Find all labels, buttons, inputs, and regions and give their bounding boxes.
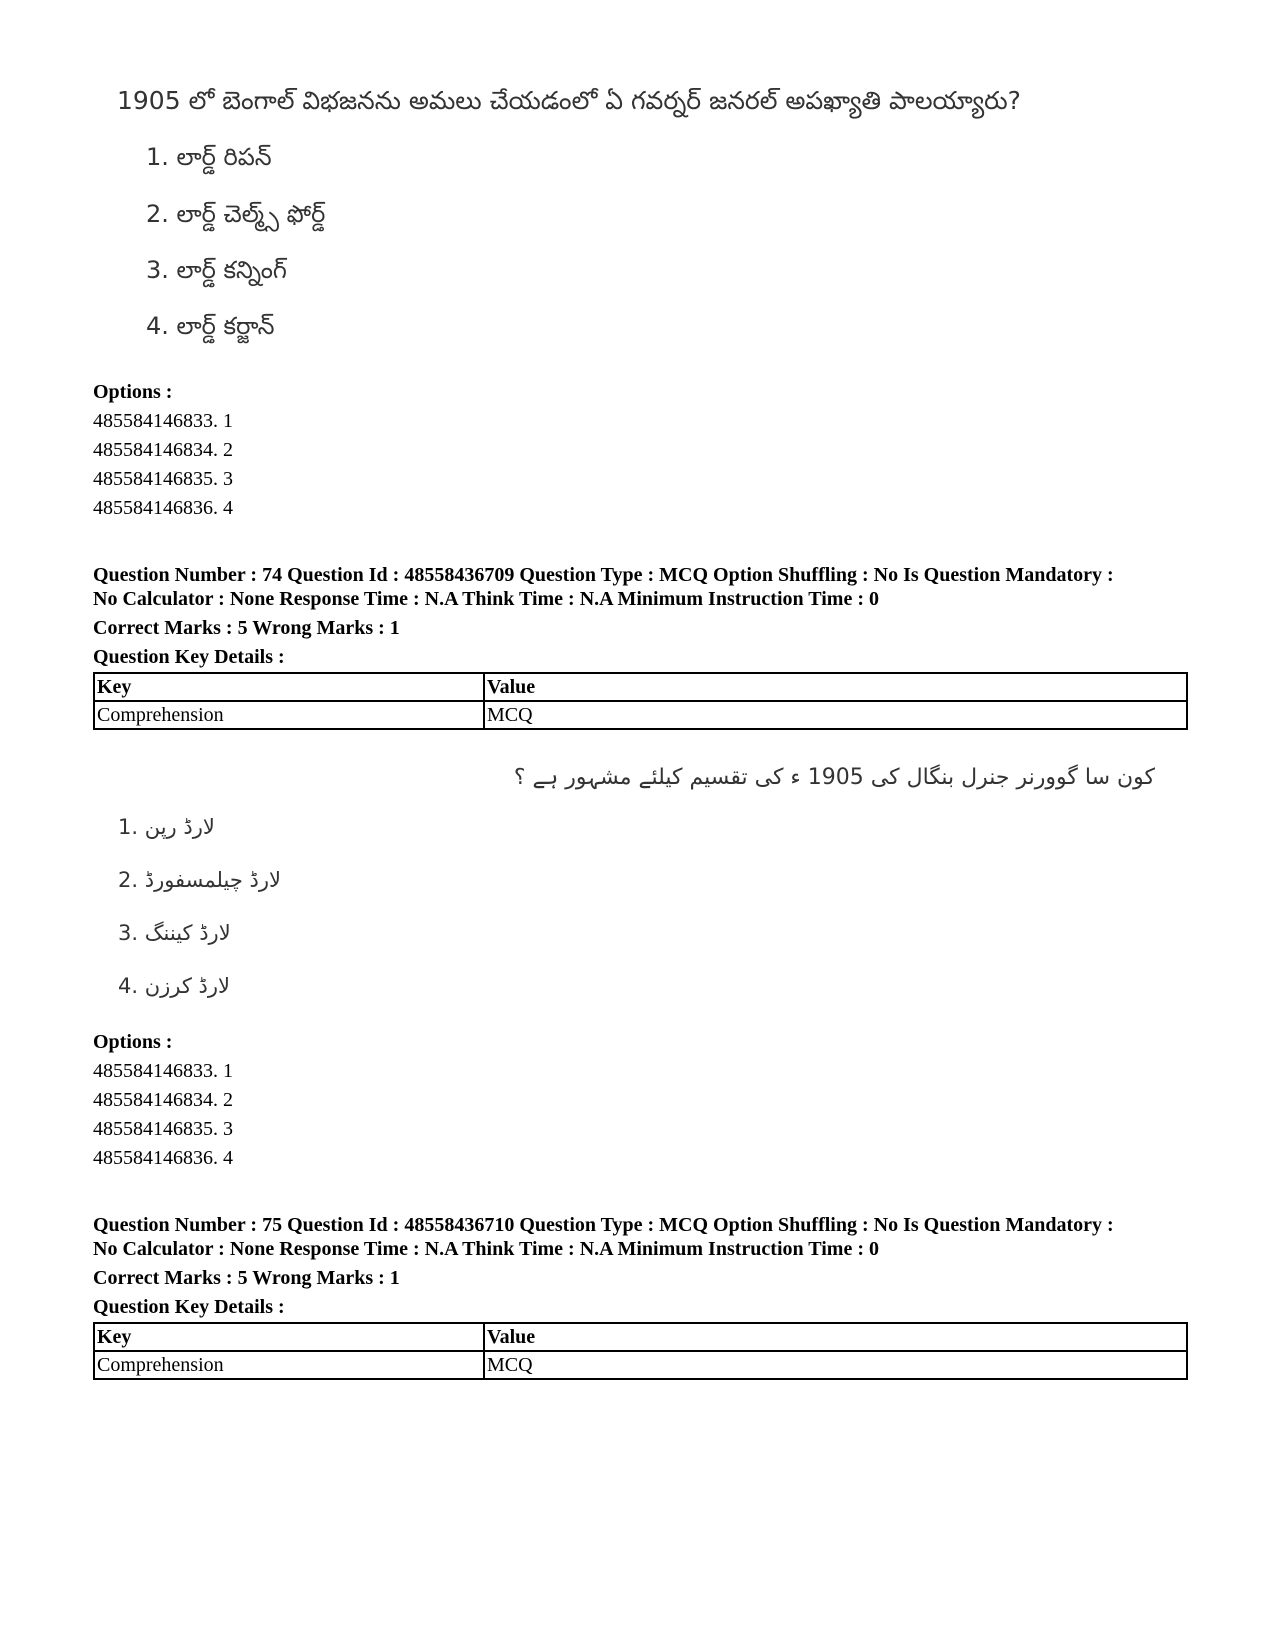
option-item: 485584146835. 3 (93, 1118, 233, 1140)
table-header-row (94, 1323, 1187, 1351)
options-list (93, 407, 233, 523)
urdu-option-4: 4. لارڈ کرزن (118, 974, 231, 998)
telugu-question-text: 1905 లో బెంగాల్ విభజనను అమలు చేయడంలో ఏ గవర్నర్ జనరల్ అపఖ్యాతి పాలయ్యారు? (117, 86, 1021, 115)
table-header-value: Value (484, 1323, 1187, 1351)
question-meta (93, 1213, 1193, 1261)
question-key-details-label: Question Key Details : (93, 646, 285, 668)
question-meta-line: No Calculator : None Response Time : N.A Think Time : N.A Minimum Instruction Time : 0 (93, 1238, 879, 1260)
options-label: Options : (93, 381, 173, 403)
table-row (94, 1351, 1187, 1379)
table-cell-value: MCQ (484, 1351, 1187, 1379)
option-item: 485584146833. 1 (93, 1060, 233, 1082)
table-header-row (94, 673, 1187, 701)
urdu-option-2: 2. لارڈ چیلمسفورڈ (118, 868, 281, 892)
marks-line: Correct Marks : 5 Wrong Marks : 1 (93, 617, 400, 639)
question-meta-line: Question Number : 75 Question Id : 48558436710 Question Type : MCQ Option Shuffling : No Is Question Mandatory : (93, 1214, 1114, 1236)
options-list (93, 1057, 233, 1173)
option-item: 485584146833. 1 (93, 410, 233, 432)
option-item: 485584146835. 3 (93, 468, 233, 490)
table-header-value: Value (484, 673, 1187, 701)
urdu-option-3: 3. لارڈ کیننگ (118, 921, 231, 945)
question-meta-line: Question Number : 74 Question Id : 48558436709 Question Type : MCQ Option Shuffling : No Is Question Mandatory : (93, 564, 1114, 586)
telugu-option-2: 2. లార్డ్ చెల్మ్స్ ఫోర్డ్ (146, 200, 326, 228)
table-cell-key: Comprehension (94, 1351, 484, 1379)
urdu-option-1: 1. لارڈ رپن (118, 815, 215, 839)
telugu-option-3: 3. లార్డ్ కన్నింగ్ (146, 256, 287, 284)
question-key-details-label: Question Key Details : (93, 1296, 285, 1318)
option-item: 485584146834. 2 (93, 439, 233, 461)
urdu-question-text: کون سا گوورنر جنرل بنگال کی 1905 ء کی تقسیم کیلئے مشہور ہے ؟ (513, 765, 1155, 790)
table-row (94, 701, 1187, 729)
telugu-option-4: 4. లార్డ్ కర్జాన్ (146, 312, 275, 340)
question-meta (93, 563, 1193, 611)
telugu-option-1: 1. లార్డ్ రిపన్ (146, 143, 272, 171)
table-cell-key: Comprehension (94, 701, 484, 729)
question-meta-line: No Calculator : None Response Time : N.A Think Time : N.A Minimum Instruction Time : 0 (93, 588, 879, 610)
marks-line: Correct Marks : 5 Wrong Marks : 1 (93, 1267, 400, 1289)
table-cell-value: MCQ (484, 701, 1187, 729)
table-header-key: Key (94, 1323, 484, 1351)
option-item: 485584146836. 4 (93, 497, 233, 519)
table-header-key: Key (94, 673, 484, 701)
options-label: Options : (93, 1031, 173, 1053)
question-key-table (93, 672, 1188, 730)
question-key-table (93, 1322, 1188, 1380)
option-item: 485584146834. 2 (93, 1089, 233, 1111)
option-item: 485584146836. 4 (93, 1147, 233, 1169)
